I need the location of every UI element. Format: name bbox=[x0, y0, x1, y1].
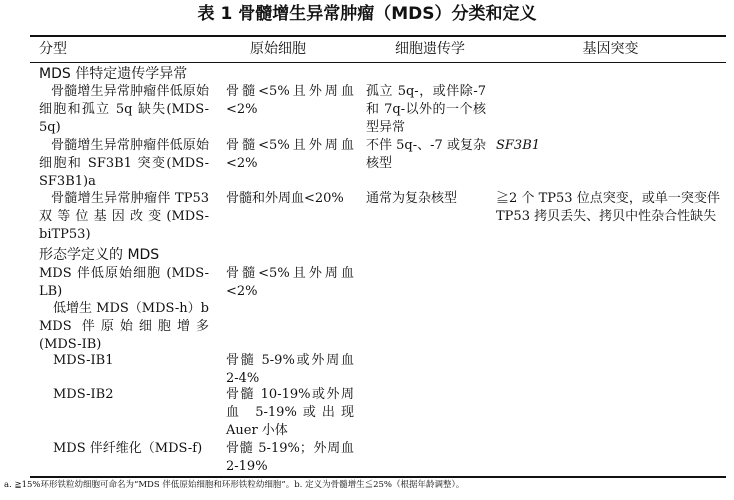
row-mds-5q-type: 骨髓增生异常肿瘤伴低原始细胞和孤立 5q 缺失(MDS-5q) bbox=[39, 84, 209, 135]
row-mds-f-blasts: 骨髓 5-19%；外周血 2-19% bbox=[226, 441, 354, 474]
section-label-morphologic: 形态学定义的 MDS bbox=[39, 247, 160, 263]
footnote: a. ≧15%环形铁粒幼细胞可命名为“MDS 伴低原始细胞和环形铁粒幼细胞”。b. 定义为骨髓增生≦25%（根据年龄调整）。 bbox=[4, 480, 465, 490]
row-mds-sf3b1-type bbox=[39, 137, 209, 191]
row-mds-bitp53-mutation: ≧2 个 TP53 位点突变，或单一突变伴 TP53 拷贝丢失、拷贝中性杂合性缺失 bbox=[496, 191, 720, 224]
row-mds-5q-cytogenetics: 孤立 5q-，或伴除-7 和 7q-以外的一个核型异常 bbox=[366, 84, 486, 135]
row-mds-ib2-type: MDS-IB2 bbox=[53, 387, 114, 402]
header-blasts: 原始细胞 bbox=[250, 41, 306, 57]
row-mds-sf3b1-blasts: 骨髓<5%且外周血<2% bbox=[226, 138, 354, 171]
bottom-rule bbox=[30, 476, 726, 478]
row-mds-bitp53-type: 骨髓增生异常肿瘤伴 TP53 双等位基因改变(MDS-biTP53) bbox=[39, 191, 209, 242]
row-mds-lb-type: MDS 伴低原始细胞 (MDS-LB) bbox=[39, 266, 209, 299]
row-mds-sf3b1-cytogenetics: 不伴 5q-、-7 或复杂核型 bbox=[366, 138, 486, 171]
row-mds-lb-blasts: 骨髓<5%且外周血<2% bbox=[226, 266, 354, 299]
row-mds-ib1-blasts: 骨髓 5-9%或外周血 2-4% bbox=[226, 353, 354, 386]
row-mds-bitp53-blasts: 骨髓和外周血<20% bbox=[226, 191, 344, 206]
row-mds-ib-type: MDS 伴原始细胞增多(MDS-IB) bbox=[39, 319, 209, 352]
row-mds-sf3b1-mutation: SF3B1 bbox=[496, 138, 541, 153]
row-mds-ib2-blasts: 骨髓 10-19%或外周血 5-19%或出现 Auer 小体 bbox=[226, 387, 354, 438]
top-rule bbox=[30, 35, 726, 37]
header-rule bbox=[30, 62, 726, 63]
row-mds-5q-blasts: 骨髓<5%且外周血<2% bbox=[226, 84, 354, 117]
row-mds-bitp53-cytogenetics: 通常为复杂核型 bbox=[366, 191, 458, 206]
header-mutation: 基因突变 bbox=[582, 41, 639, 57]
row-mds-h-type: 低增生 MDS（MDS-h）b bbox=[53, 301, 209, 316]
section-label-genetic: MDS 伴特定遗传学异常 bbox=[39, 66, 188, 82]
row-mds-f-type: MDS 伴纤维化（MDS-f) bbox=[53, 441, 203, 456]
header-type: 分型 bbox=[39, 41, 67, 57]
row-mds-ib1-type: MDS-IB1 bbox=[53, 353, 114, 368]
table-title: 表 1 骨髓增生异常肿瘤（MDS）分类和定义 bbox=[197, 4, 537, 24]
header-cytogenetics: 细胞遗传学 bbox=[395, 41, 465, 57]
sf3b1-type-text: 骨髓增生异常肿瘤伴低原始细胞和 SF3B1 突变(MDS-SF3B1)a bbox=[39, 138, 209, 189]
